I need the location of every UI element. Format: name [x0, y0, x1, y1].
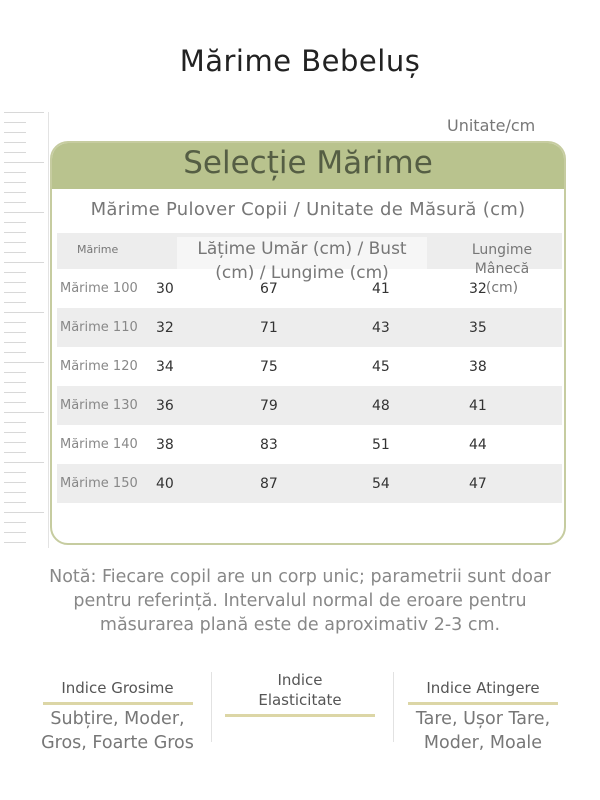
ruler-tick: [4, 122, 26, 123]
ruler-tick: [4, 362, 44, 363]
ruler-tick: [4, 492, 26, 493]
cell-shoulder: 34: [156, 359, 174, 375]
ruler-tick: [4, 392, 26, 393]
ruler-tick: [4, 202, 26, 203]
ruler-tick: [4, 512, 44, 513]
touch-index-values: Tare, Ușor Tare, Moder, Moale: [415, 709, 551, 753]
cell-shoulder: 40: [156, 476, 174, 492]
ruler-tick: [4, 452, 26, 453]
cell-bust: 87: [260, 476, 278, 492]
ruler-tick: [4, 142, 26, 143]
ruler-tick: [4, 302, 26, 303]
header-size: Mărime: [77, 243, 119, 256]
ruler-tick: [4, 462, 44, 463]
cell-bust: 79: [260, 398, 278, 414]
ruler-tick: [4, 252, 26, 253]
cell-length: 43: [372, 320, 390, 336]
row-size: Mărime 120: [60, 359, 138, 374]
cell-sleeve: 35: [469, 320, 487, 336]
ruler-tick: [4, 542, 26, 543]
row-size: Mărime 150: [60, 476, 138, 491]
ruler-tick: [4, 382, 26, 383]
ruler-tick: [4, 332, 26, 333]
elasticity-index-bar: [225, 714, 375, 717]
cell-sleeve: 41: [469, 398, 487, 414]
table-row: [57, 386, 562, 425]
ruler-tick: [4, 192, 26, 193]
thickness-index-title: Indice Grosime: [61, 679, 174, 697]
ruler-decoration: [0, 112, 49, 548]
ruler-tick: [4, 442, 26, 443]
ruler-tick: [4, 412, 44, 413]
cell-bust: 83: [260, 437, 278, 453]
cell-shoulder: 30: [156, 281, 174, 297]
cell-bust: 67: [260, 281, 278, 297]
row-size: Mărime 130: [60, 398, 138, 413]
ruler-tick: [4, 312, 44, 313]
card-subtitle: Mărime Pulover Copii / Unitate de Măsură (cm): [90, 199, 526, 220]
cell-length: 54: [372, 476, 390, 492]
ruler-tick: [4, 372, 26, 373]
ruler-tick: [4, 342, 26, 343]
elasticity-index-title: Indice Elasticitate: [258, 671, 342, 709]
touch-index: [398, 670, 568, 755]
table-row: [57, 308, 562, 347]
thickness-index-values: Subțire, Moder, Gros, Foarte Gros: [41, 709, 194, 753]
cell-length: 48: [372, 398, 390, 414]
ruler-tick: [4, 152, 26, 153]
ruler-tick: [4, 232, 26, 233]
thickness-index: [30, 670, 205, 755]
ruler-tick: [4, 212, 44, 213]
cell-shoulder: 36: [156, 398, 174, 414]
row-size: Mărime 140: [60, 437, 138, 452]
ruler-tick: [4, 162, 44, 163]
cell-shoulder: 32: [156, 320, 174, 336]
ruler-tick: [4, 482, 26, 483]
card-header: Selecție Mărime: [52, 143, 564, 189]
row-size: Mărime 100: [60, 281, 138, 296]
cell-length: 45: [372, 359, 390, 375]
unit-label: Unitate/cm: [447, 116, 536, 135]
page-title: Mărime Bebeluș: [179, 44, 421, 78]
table-row: [57, 347, 562, 386]
thickness-index-bar: [43, 702, 193, 705]
cell-sleeve: 32: [469, 281, 487, 297]
ruler-tick: [4, 272, 26, 273]
elasticity-index: [222, 670, 378, 719]
ruler-tick: [4, 322, 26, 323]
ruler-tick: [4, 532, 26, 533]
cell-length: 51: [372, 437, 390, 453]
ruler-tick: [4, 262, 44, 263]
cell-sleeve: 38: [469, 359, 487, 375]
ruler-tick: [4, 282, 26, 283]
ruler-tick: [4, 522, 26, 523]
ruler-tick: [4, 422, 26, 423]
table-row: [57, 425, 562, 464]
ruler-tick: [4, 472, 26, 473]
table-row: [57, 269, 562, 308]
ruler-tick: [4, 172, 26, 173]
ruler-tick: [4, 132, 26, 133]
header-sleeve: Lungime Mânecă (cm): [471, 242, 533, 296]
touch-index-title: Indice Atingere: [426, 679, 540, 697]
ruler-tick: [4, 402, 26, 403]
cell-length: 41: [372, 281, 390, 297]
ruler-tick: [4, 292, 26, 293]
cell-sleeve: 44: [469, 437, 487, 453]
table-row: [57, 464, 562, 503]
size-table: [57, 233, 562, 503]
ruler-tick: [4, 352, 26, 353]
cell-bust: 75: [260, 359, 278, 375]
header-measurements: Lățime Umăr (cm) / Bust (cm) / Lungime (cm): [177, 237, 427, 285]
ruler-tick: [4, 222, 26, 223]
divider: [393, 672, 394, 742]
ruler-tick: [4, 242, 26, 243]
ruler-tick: [4, 182, 26, 183]
ruler-tick: [4, 432, 26, 433]
ruler-tick: [4, 502, 26, 503]
ruler-tick: [4, 112, 44, 113]
measurement-note: Notă: Fiecare copil are un corp unic; parametrii sunt doar pentru referință. Intervalul normal de eroare pentru măsurarea plană este de aproximativ 2-3 cm.: [49, 567, 551, 635]
divider: [211, 672, 212, 742]
cell-bust: 71: [260, 320, 278, 336]
cell-shoulder: 38: [156, 437, 174, 453]
touch-index-bar: [408, 702, 558, 705]
cell-sleeve: 47: [469, 476, 487, 492]
size-chart-card: [50, 141, 566, 545]
row-size: Mărime 110: [60, 320, 138, 335]
